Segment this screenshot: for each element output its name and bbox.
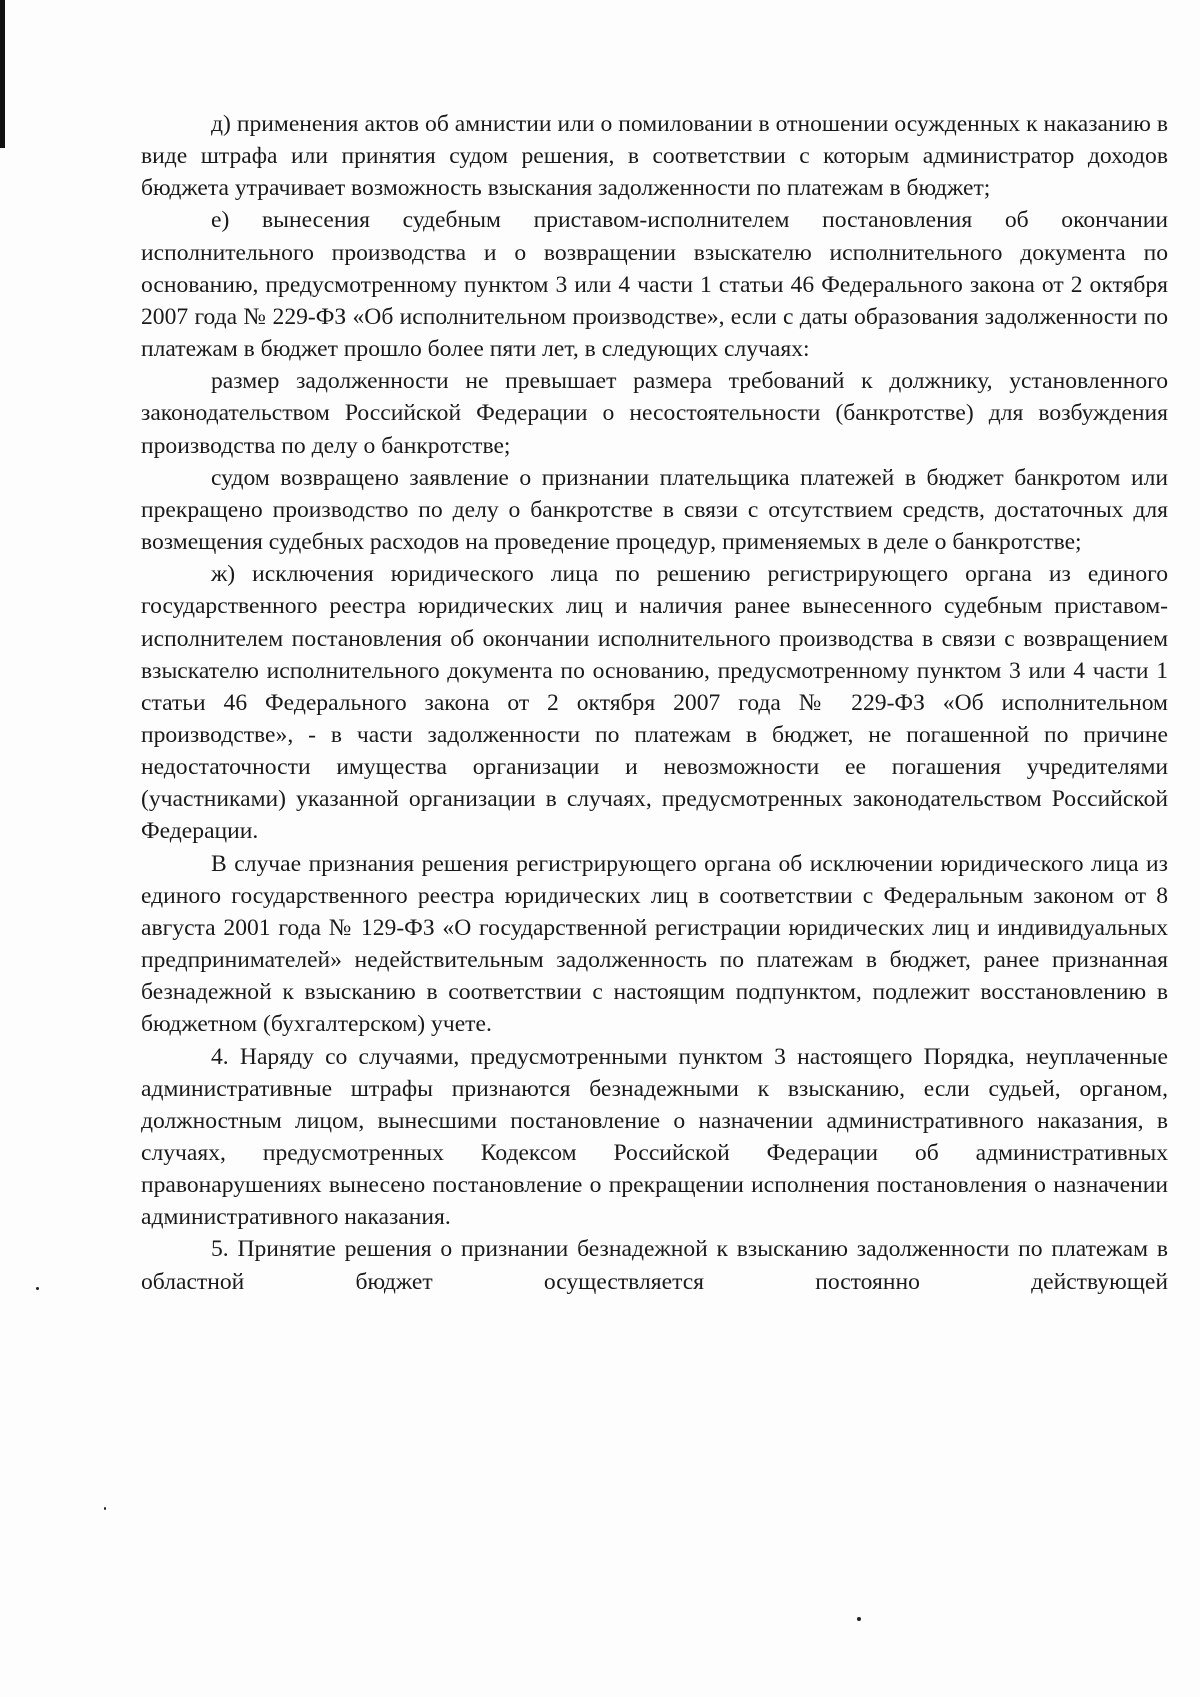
document-body (141, 108, 1168, 1298)
paragraph-5: 5. Принятие решения о признании безнадежной к взысканию задолженности по платежам в областной бюджет осуществляется постоянно действующей (141, 1236, 1168, 1295)
scan-speck (36, 1287, 39, 1290)
scan-speck (104, 1507, 106, 1510)
paragraph-bankruptcy: судом возвращено заявление о признании плательщика платежей в бюджет банкротом или прекращено производство по делу о банкротстве в связи с отсутствием средств, достаточных для возмещения судебных расходов на проведение процедур, применяемых в деле о банкротстве; (141, 464, 1168, 556)
paragraph-d: д) применения актов об амнистии или о помиловании в отношении осужденных к наказанию в виде штрафа или принятия судом решения, в соответствии с которым администратор доходов бюджета утрачивает возможность взыскания задолженности по платежам в бюджет; (141, 111, 1168, 202)
paragraph-debt-size: размер задолженности не превышает размера требований к должнику, установленного законодательством Российской Федерации о несостоятельности (банкротстве) для возбуждения производства по делу о банкротстве; (141, 368, 1168, 459)
paragraph-zh: ж) исключения юридического лица по решению регистрирующего органа из единого государственного реестра юридических лиц и наличия ранее вынесенного судебным приставом-исполнителем постановления об окончании исполнительного производства в связи с возвращением взыскателю исполнительного документа по основанию, предусмотренному пунктом 3 или 4 части 1 статьи 46 Федерального закона от 2 октября 2007 года № 229-ФЗ «Об исполнительном производстве», - в части задолженности по платежам в бюджет, не погашенной по причине недостаточности имущества организации и невозможности ее погашения учредителями (участниками) указанной организации в случаях, предусмотренных законодательством Российской Федерации. (141, 561, 1168, 845)
scan-edge-mark (0, 0, 5, 148)
paragraph-registration: В случае признания решения регистрирующего органа об исключении юридического лица из единого государственного реестра юридических лиц в соответствии с Федеральным законом от 8 августа 2001 года № 129-ФЗ «О государственной регистрации юридических лиц и индивидуальных предпринимателей» недействительным задолженность по платежам в бюджет, ранее признанная безнадежной к взысканию в соответствии с настоящим подпунктом, подлежит восстановлению в бюджетном (бухгалтерском) учете. (141, 850, 1168, 1038)
paragraph-4: 4. Наряду со случаями, предусмотренными пунктом 3 настоящего Порядка, неуплаченные административные штрафы признаются безнадежными к взысканию, если судьей, органом, должностным лицом, вынесшими постановление о назначении административного наказания, в случаях, предусмотренных Кодексом Российской Федерации об административных правонарушениях вынесено постановление о прекращении исполнения постановления о назначении административного наказания. (141, 1043, 1168, 1231)
paragraph-e: е) вынесения судебным приставом-исполнителем постановления об окончании исполнительного производства и о возвращении взыскателю исполнительного документа по основанию, предусмотренному пунктом 3 или 4 части 1 статьи 46 Федерального закона от 2 октября 2007 года № 229-ФЗ «Об исполнительном производстве», если с даты образования задолженности по платежам в бюджет прошло более пяти лет, в следующих случаях: (141, 207, 1168, 363)
scan-speck (857, 1617, 861, 1621)
